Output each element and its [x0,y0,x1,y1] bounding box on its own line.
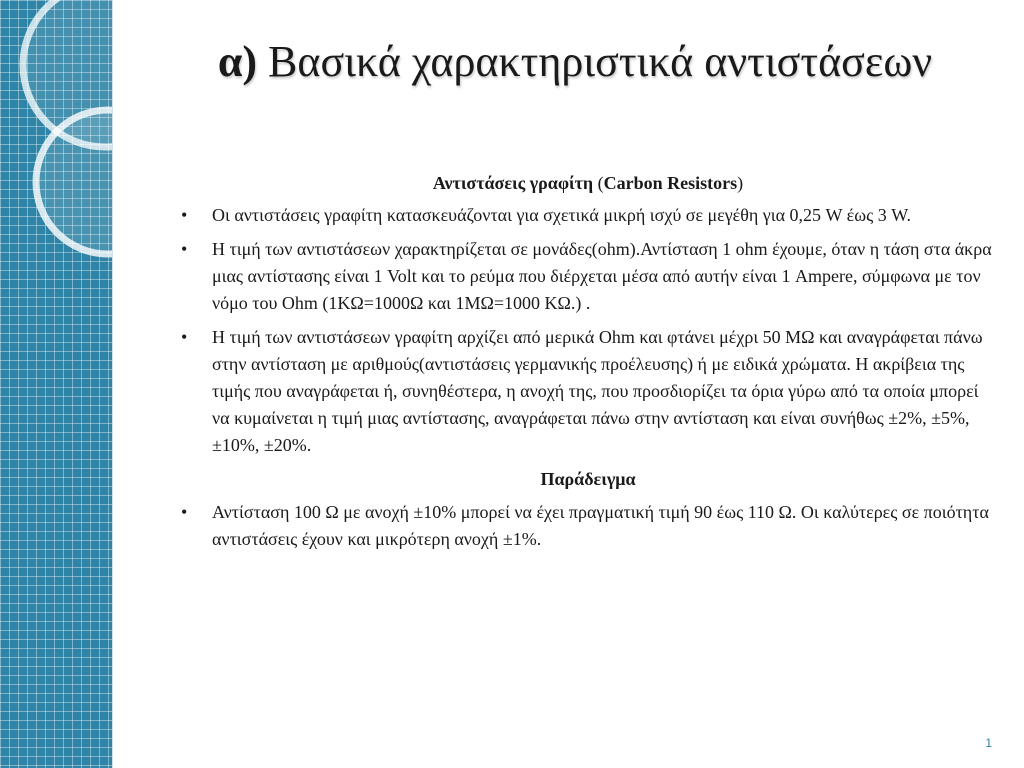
subheading-greek: Αντιστάσεις γραφίτη [432,173,594,193]
example-heading: Παράδειγμα [540,469,636,489]
bullet-icon: • [181,205,188,225]
bullet-item [178,236,998,317]
bullet-icon: • [181,239,188,259]
subheading-english: Carbon Resistors [603,173,738,193]
bullet-text: Η τιμή των αντιστάσεων χαρακτηρίζεται σε μονάδες(ohm).Αντίσταση 1 ohm έχουμε, όταν η τάση στα άκρα μιας αντίστασης είναι 1 Volt και το ρεύμα που διέρχεται μέσα από αυτήν είναι 1 Ampere, σύμφωνα με τον νόμο του Ohm (1ΚΩ=1000Ω και 1ΜΩ=1000 ΚΩ.) . [212,239,992,313]
subheading-paren-close: ) [737,173,744,193]
bullet-text: Οι αντιστάσεις γραφίτη κατασκευάζονται για σχετικά μικρή ισχύ σε μεγέθη για 0,25 W έως 3 W. [212,205,912,225]
decorative-side-panel [0,0,112,768]
bullet-icon: • [181,327,188,347]
slide-title [150,36,1000,88]
example-bullet-item [178,499,998,553]
example-bullet-text: Αντίσταση 100 Ω με ανοχή ±10% μπορεί να έχει πραγματική τιμή 90 έως 110 Ω. Οι καλύτερες σε ποιότητα αντιστάσεις έχουν και μικρότερη ανοχή ±1%. [212,502,989,549]
bullet-icon: • [181,502,188,522]
bullet-item [178,202,998,229]
title-text: Βασικά χαρακτηριστικά αντιστάσεων [257,37,933,86]
panel-edge-divider [112,0,113,768]
page-number: 1 [985,736,992,750]
subheading [178,170,998,197]
title-prefix: α) [217,37,258,86]
subheading-paren-open: ( [593,173,604,193]
bullet-item [178,324,998,459]
slide-content [178,170,998,560]
bullet-text: Η τιμή των αντιστάσεων γραφίτη αρχίζει από μερικά Ohm και φτάνει μέχρι 50 ΜΩ και αναγράφεται πάνω στην αντίσταση με αριθμούς(αντιστάσεις γερμανικής προέλευσης) ή με ειδικά χρώματα. Η ακρίβεια της τιμής που αναγράφεται ή, συνηθέστερα, η ανοχή της, που προσδιορίζει τα όρια γύρω από τα οποία μπορεί να κυμαίνεται η τιμή μιας αντίστασης, αναγράφεται πάνω στην αντίσταση και είναι συνήθως ±2%, ±5%, ±10%, ±20%. [212,327,983,455]
decorative-circles [0,0,112,768]
